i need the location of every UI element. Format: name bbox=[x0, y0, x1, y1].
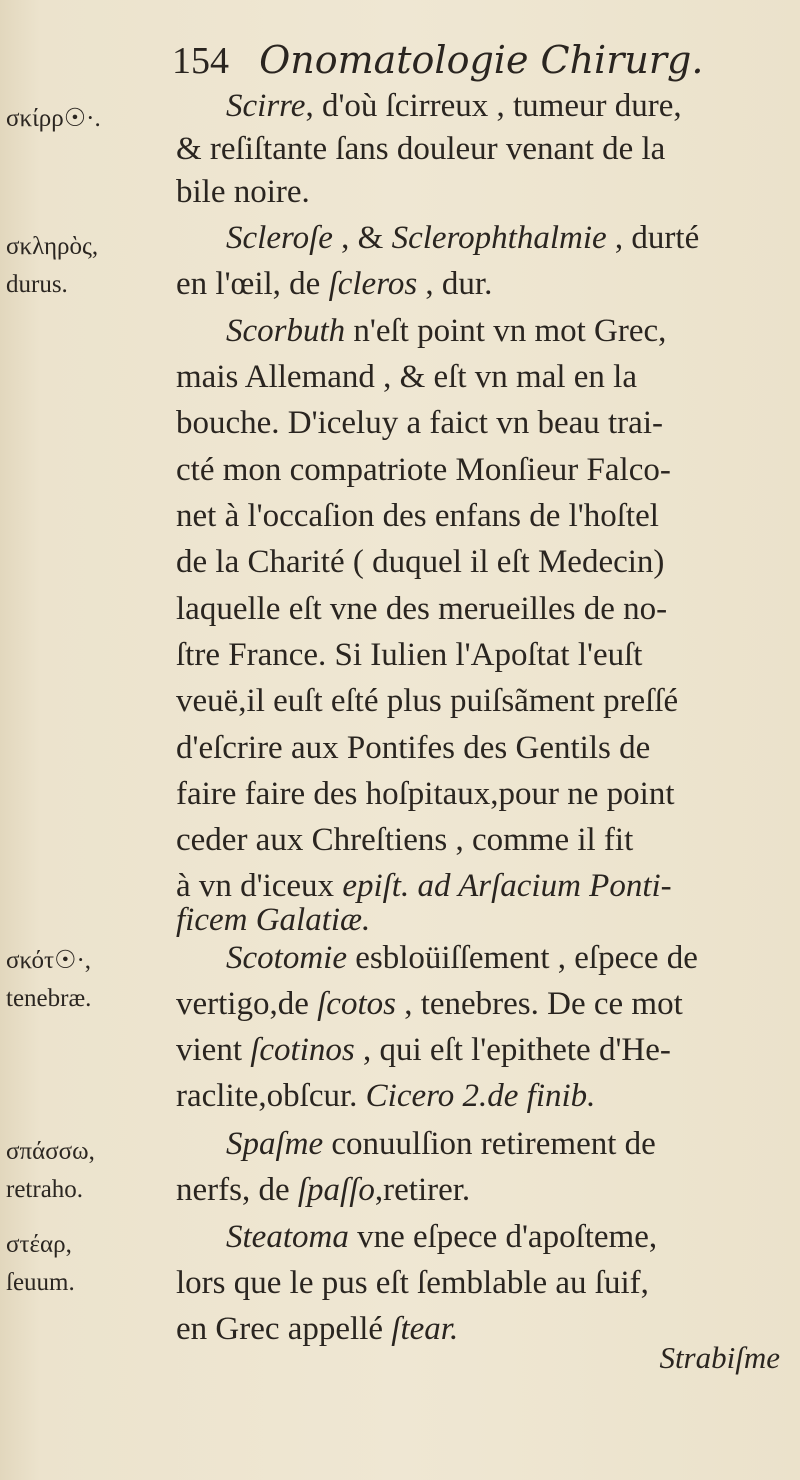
text-line bbox=[226, 313, 800, 350]
text-run: , tenebres. De ce mot bbox=[395, 986, 683, 1022]
text-run: ſtre France. Si Iulien l'Apoſtat l'euſt bbox=[176, 637, 643, 673]
margin-note-line: σπάσσω, bbox=[6, 1138, 95, 1165]
italic-term: Scotomie bbox=[226, 940, 347, 976]
text-run: esbloüiſſement , eſpece de bbox=[346, 940, 698, 976]
italic-term: Steatoma bbox=[226, 1219, 349, 1255]
text-run: , dur. bbox=[417, 266, 493, 302]
italic-term: Scirre bbox=[226, 88, 306, 124]
text-line bbox=[176, 359, 780, 396]
text-run: vient bbox=[176, 1032, 251, 1068]
text-run: à vn d'iceux bbox=[176, 868, 343, 904]
text-run: ,retirer. bbox=[374, 1172, 471, 1208]
margin-note-line: retraho. bbox=[6, 1176, 84, 1203]
text-run: nerfs, de bbox=[176, 1172, 298, 1208]
italic-term: Sclerophthalmie bbox=[391, 220, 607, 256]
text-run: veuë,il euſt eſté plus puiſsãment preſſé bbox=[176, 683, 679, 719]
text-run: faire faire des hoſpitaux,pour ne point bbox=[176, 776, 675, 812]
margin-note-spao bbox=[6, 1133, 166, 1209]
text-run: , & bbox=[332, 220, 392, 256]
text-run: ceder aux Chreſtiens , comme il fit bbox=[176, 822, 634, 858]
margin-note-line: durus. bbox=[6, 271, 68, 298]
catchword: Strabiſme bbox=[659, 1340, 780, 1375]
text-run: mais Allemand , & eſt vn mal en la bbox=[176, 359, 637, 395]
margin-note-stear bbox=[6, 1226, 166, 1302]
text-line bbox=[176, 986, 780, 1023]
italic-term: ſcotos bbox=[317, 986, 396, 1022]
text-line bbox=[226, 220, 800, 257]
text-line bbox=[176, 868, 780, 905]
text-run: cté mon compatriote Monſieur Falco- bbox=[176, 452, 671, 488]
text-run: en Grec appellé bbox=[176, 1311, 392, 1347]
margin-note-line: tenebræ. bbox=[6, 985, 92, 1012]
text-run: vertigo,de bbox=[176, 986, 318, 1022]
text-line bbox=[176, 544, 780, 581]
margin-note-skleros bbox=[6, 228, 166, 304]
text-line bbox=[226, 88, 800, 125]
page-header bbox=[172, 38, 703, 83]
text-run: vne eſpece d'apoſteme, bbox=[348, 1219, 658, 1255]
text-run: laquelle eſt vne des merueilles de no- bbox=[176, 591, 668, 627]
text-run: , qui eſt l'epithete d'He- bbox=[354, 1032, 671, 1068]
italic-term: ſcleros bbox=[328, 266, 418, 302]
italic-term: Scorbuth bbox=[226, 313, 346, 349]
margin-note-skirros bbox=[6, 100, 166, 138]
text-line bbox=[226, 1219, 800, 1256]
text-run: raclite,obſcur. bbox=[176, 1078, 366, 1114]
italic-term: ſpaſſo bbox=[297, 1172, 375, 1208]
text-run: & reſiſtante ſans douleur venant de la bbox=[176, 131, 666, 167]
italic-term: Scleroſe bbox=[226, 220, 333, 256]
margin-note-line: σκίρρ☉·. bbox=[6, 105, 101, 132]
text-line bbox=[176, 452, 780, 489]
text-run: d'eſcrire aux Pontifes des Gentils de bbox=[176, 730, 651, 766]
margin-note-skotos bbox=[6, 942, 166, 1018]
text-line bbox=[176, 683, 780, 720]
text-line bbox=[176, 174, 780, 211]
text-run: lors que le pus eſt ſemblable au ſuif, bbox=[176, 1265, 649, 1301]
text-line bbox=[176, 498, 780, 535]
text-run: conuulſion retirement de bbox=[323, 1126, 656, 1162]
text-line bbox=[176, 405, 780, 442]
italic-term: ſcotinos bbox=[250, 1032, 355, 1068]
text-line bbox=[176, 822, 780, 859]
page-number: 154 bbox=[172, 40, 229, 82]
text-run: , durté bbox=[606, 220, 700, 256]
margin-note-line: σκότ☉·, bbox=[6, 947, 92, 974]
text-run: n'eſt point vn mot Grec, bbox=[345, 313, 667, 349]
text-line bbox=[176, 131, 780, 168]
text-line bbox=[176, 902, 780, 939]
margin-note-line: στέαρ, bbox=[6, 1231, 72, 1258]
text-line bbox=[226, 1126, 800, 1163]
text-line bbox=[176, 1032, 780, 1069]
italic-term: ficem Galatiæ. bbox=[176, 902, 371, 938]
italic-term: ſtear. bbox=[391, 1311, 459, 1347]
text-line bbox=[176, 637, 780, 674]
text-run: bouche. D'iceluy a faict vn beau trai- bbox=[176, 405, 663, 441]
italic-term: Cicero 2.de finib. bbox=[365, 1078, 596, 1114]
text-line bbox=[176, 730, 780, 767]
italic-term: Spaſme bbox=[226, 1126, 324, 1162]
text-run: net à l'occaſion des enfans de l'hoſtel bbox=[176, 498, 659, 534]
text-line bbox=[176, 266, 780, 303]
text-line bbox=[176, 1078, 780, 1115]
text-line bbox=[176, 1172, 780, 1209]
italic-term: epiſt. ad Arſacium Ponti- bbox=[342, 868, 672, 904]
text-line bbox=[176, 1265, 780, 1302]
text-line bbox=[176, 591, 780, 628]
margin-note-line: ſeuum. bbox=[6, 1269, 75, 1296]
text-line bbox=[226, 940, 800, 977]
text-run: de la Charité ( duquel il eſt Medecin) bbox=[176, 544, 665, 580]
running-title: Onomatologie Chirurg. bbox=[259, 38, 704, 82]
text-run: , d'où ſcirreux , tumeur dure, bbox=[305, 88, 682, 124]
text-line bbox=[176, 776, 780, 813]
margin-note-line: σκληρὸς, bbox=[6, 233, 99, 260]
text-run: en l'œil, de bbox=[176, 266, 329, 302]
text-run: bile noire. bbox=[176, 174, 310, 210]
